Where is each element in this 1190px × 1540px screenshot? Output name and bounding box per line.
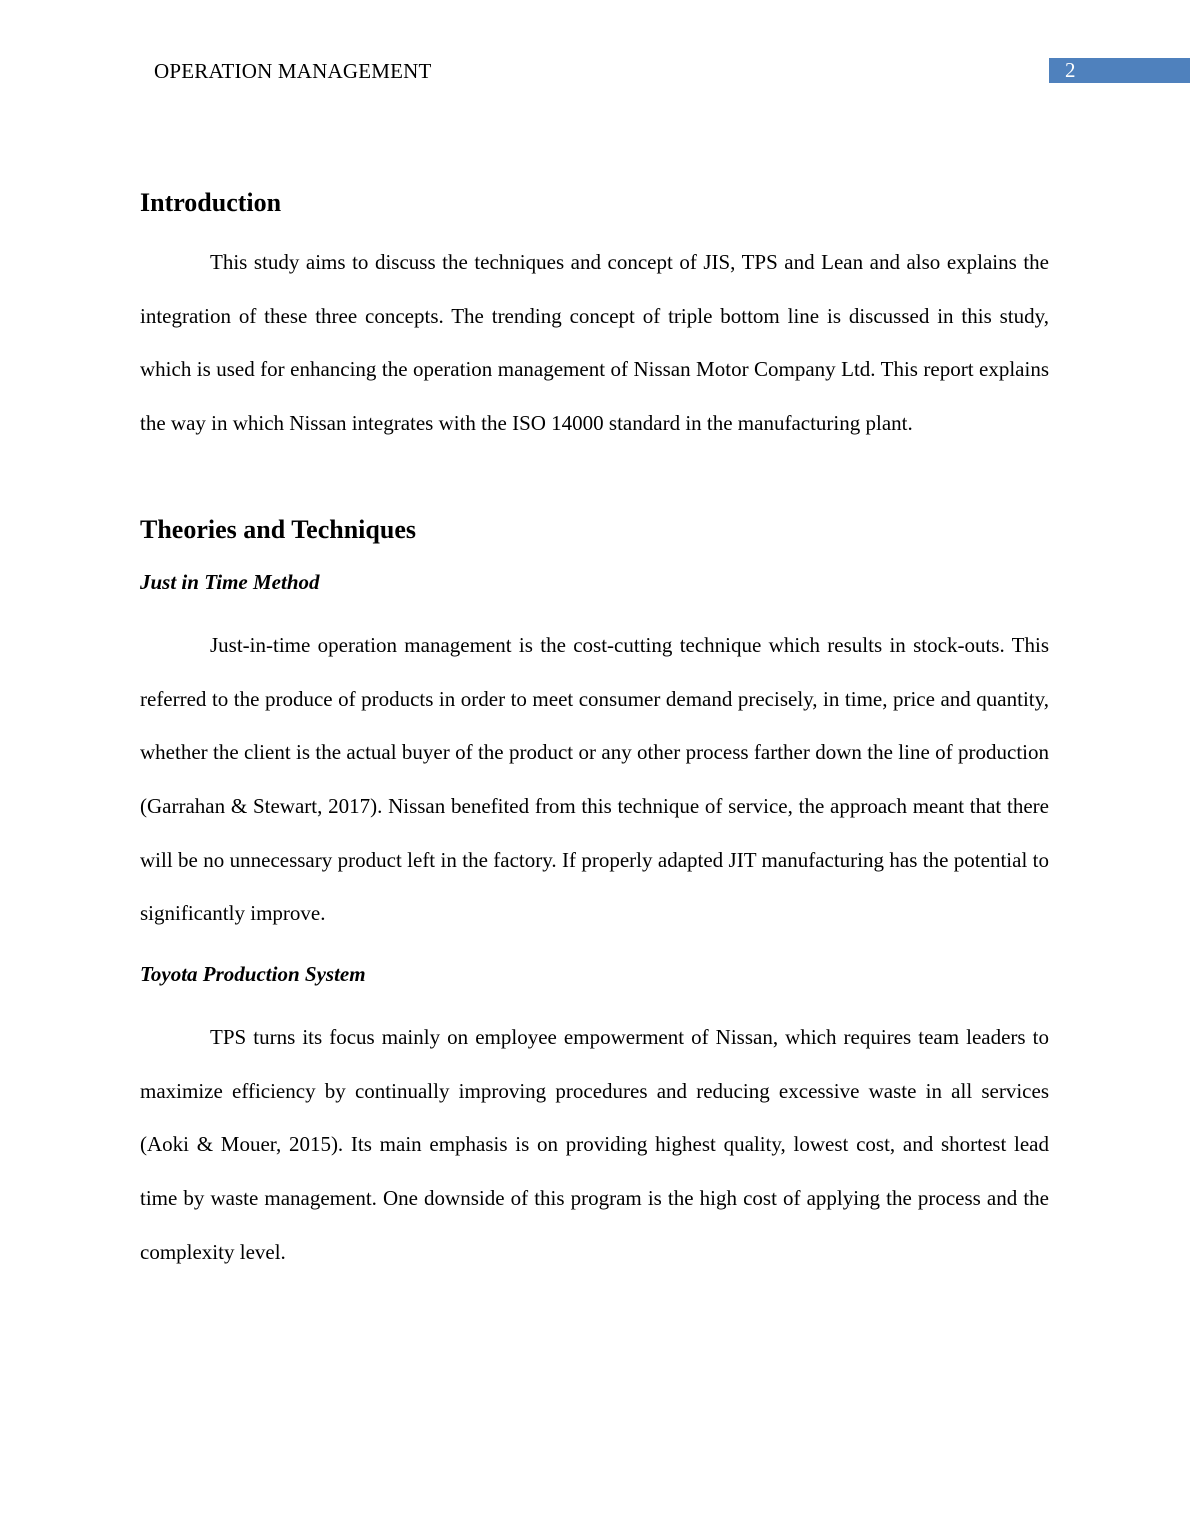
tps-subheading: Toyota Production System [140, 962, 366, 987]
introduction-paragraph: This study aims to discuss the techniques and concept of JIS, TPS and Lean and also explains the integration of these three concepts. The trending concept of triple bottom line is discussed in this study, which is used for enhancing the operation management of Nissan Motor Company Ltd. This report explains the way in which Nissan integrates with the ISO 14000 standard in the manufacturing plant. [140, 250, 1049, 436]
page-number-bar [1049, 58, 1190, 83]
tps-paragraph: TPS turns its focus mainly on employee empowerment of Nissan, which requires team leaders to maximize efficiency by continually improving procedures and reducing excessive waste in all services (Aoki & Mouer, 2015). Its main emphasis is on providing highest quality, lowest cost, and shortest lead time by waste management. One downside of this program is the high cost of applying the process and the complexity level. [140, 1025, 1049, 1264]
introduction-heading: Introduction [140, 188, 282, 217]
theories-heading: Theories and Techniques [140, 514, 416, 544]
page-number: 2 [1065, 58, 1076, 82]
running-header-title: OPERATION MANAGEMENT [154, 59, 432, 83]
document-body [140, 180, 1049, 1280]
jit-paragraph: Just-in-time operation management is the cost-cutting technique which results in stock-outs. This referred to the produce of products in order to meet consumer demand precisely, in time, price and quantity, whether the client is the actual buyer of the product or any other process farther down the line of production (Garrahan & Stewart, 2017). Nissan benefited from this technique of service, the approach meant that there will be no unnecessary product left in the factory. If properly adapted JIT manufacturing has the potential to significantly improve. [140, 632, 1049, 926]
jit-subheading: Just in Time Method [140, 569, 320, 594]
